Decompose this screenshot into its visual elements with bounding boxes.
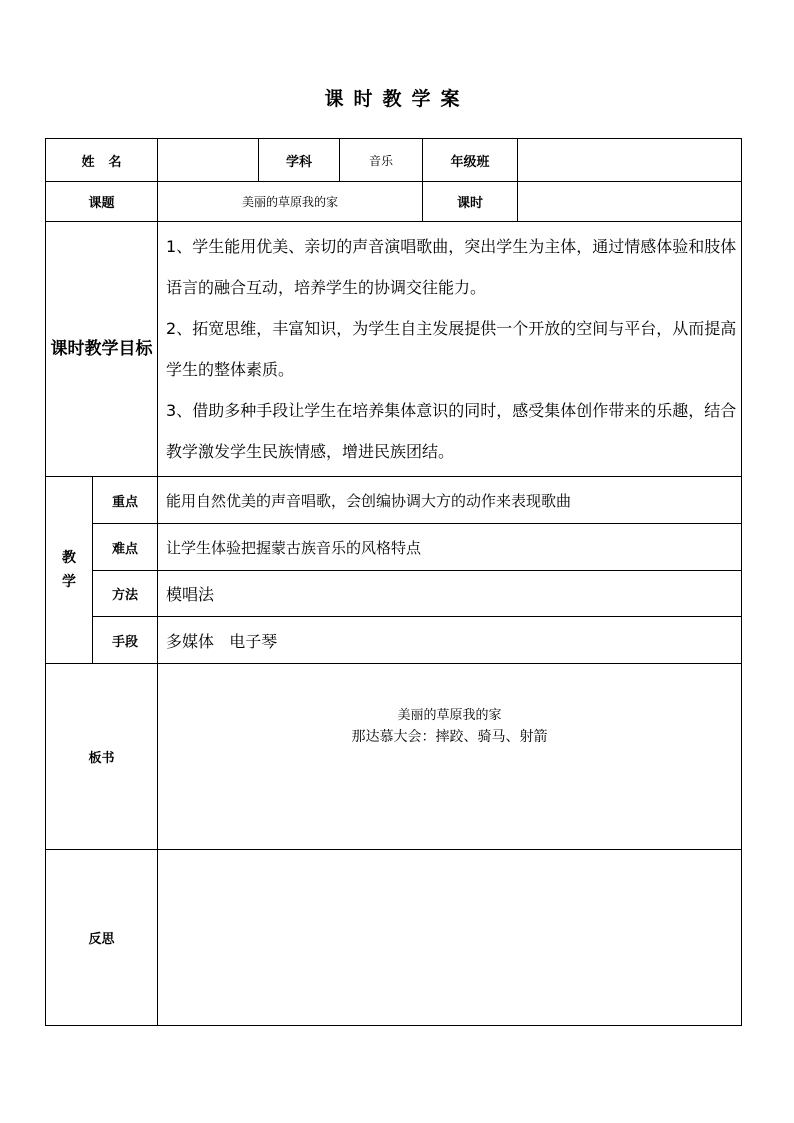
period-value [518,182,742,222]
means-label: 手段 [93,617,158,664]
grade-value [518,139,742,182]
objectives-label: 课时教学目标 [46,222,158,477]
difficulty-label: 难点 [93,524,158,571]
reflection-content [158,850,742,1026]
key-point-value: 能用自然优美的声音唱歌，会创编协调大方的动作来表现歌曲 [158,477,742,524]
reflection-row [46,850,742,1026]
board-line: 那达慕大会：摔跤、骑马、射箭 [351,729,548,745]
reflection-label: 反思 [46,850,158,1026]
page-title: 课时教学案 [324,88,470,110]
teaching-label-text: 教学 [61,550,76,590]
objective-item: 3、借助多种手段让学生在培养集体意识的同时，感受集体创作带来的乐趣，结合教学激发学生民族情感，增进民族团结。 [166,401,737,461]
means-row [46,617,742,664]
objectives-row [46,222,742,477]
topic-value: 美丽的草原我的家 [158,182,423,222]
topic-row [46,182,742,222]
board-row [46,664,742,850]
means-value: 多媒体 电子琴 [158,617,742,664]
key-point-label: 重点 [93,477,158,524]
method-value: 模唱法 [158,571,742,617]
grade-label: 年级班 [423,139,518,182]
method-row [46,571,742,617]
board-line: 美丽的草原我的家 [397,708,502,723]
board-label: 板书 [46,664,158,850]
objectives-content [158,222,742,477]
objective-item: 1、学生能用优美、亲切的声音演唱歌曲，突出学生为主体，通过情感体验和肢体语言的融合互动，培养学生的协调交往能力。 [166,237,737,297]
topic-label: 课题 [46,182,158,222]
period-label: 课时 [423,182,518,222]
key-point-row [46,477,742,524]
header-row [46,139,742,182]
lesson-plan-table [45,138,742,1026]
name-value [158,139,259,182]
difficulty-row [46,524,742,571]
method-label: 方法 [93,571,158,617]
subject-value: 音乐 [340,139,423,182]
difficulty-value: 让学生体验把握蒙古族音乐的风格特点 [158,524,742,571]
subject-label: 学科 [259,139,340,182]
objective-item: 2、拓宽思维，丰富知识，为学生自主发展提供一个开放的空间与平台，从而提高学生的整体素质。 [166,319,737,379]
teaching-label [46,477,93,664]
board-content [158,664,742,850]
name-label: 姓名 [46,139,158,182]
